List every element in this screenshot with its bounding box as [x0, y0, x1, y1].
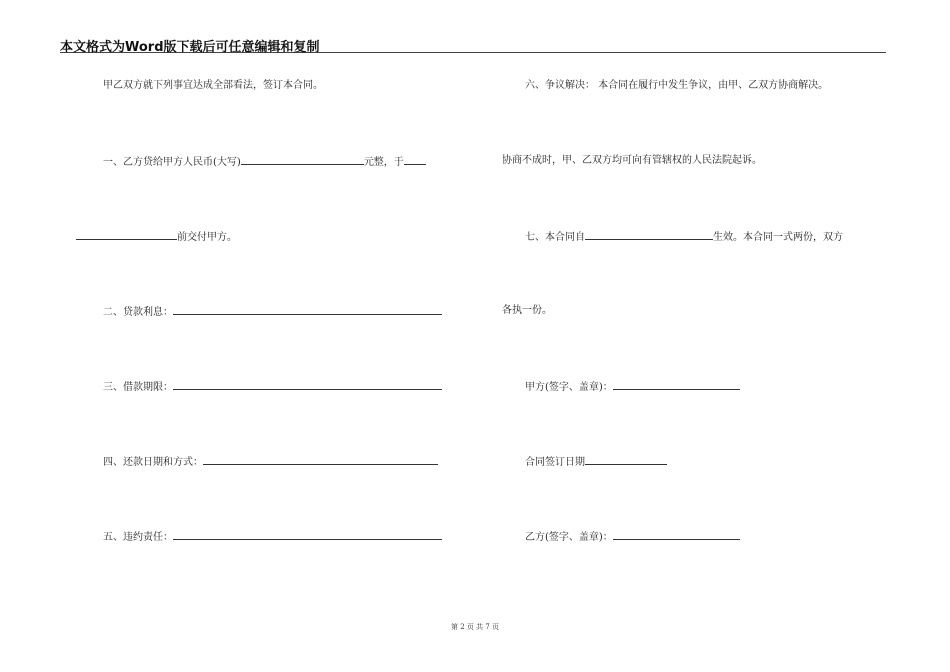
- item-7-line-2: [502, 304, 552, 318]
- item-3-label: 三、借款期限：: [103, 382, 173, 393]
- item-2-interest: [103, 304, 442, 320]
- party-b-blank: [613, 529, 740, 540]
- item-1-mid: 元整，于: [363, 157, 404, 168]
- party-a-signature: [525, 379, 740, 395]
- item-4-repayment: [103, 454, 438, 470]
- date-blank: [76, 229, 177, 240]
- party-a-blank: [613, 379, 740, 390]
- date-blank-start: [404, 154, 426, 165]
- item-3-term: [103, 379, 442, 395]
- interest-blank: [173, 304, 442, 315]
- item-6-text-1: 六、争议解决： 本合同在履行中发生争议，由甲、乙双方协商解决。: [525, 80, 829, 91]
- effective-date-blank: [585, 229, 713, 240]
- item-2-label: 二、贷款利息：: [103, 307, 173, 318]
- amount-blank: [241, 154, 364, 165]
- party-a-label: 甲方(签字、盖章)：: [525, 382, 613, 393]
- item-6-text-2: 协商不成时，甲、乙双方均可向有管辖权的人民法院起诉。: [502, 155, 762, 166]
- item-1-cont: 前交付甲方。: [177, 232, 237, 243]
- item-1-prefix: 一、乙方贷给甲方人民币(大写): [103, 157, 241, 168]
- sign-date-label: 合同签订日期: [525, 457, 585, 468]
- page-number: 第 2 页 共 7 页: [450, 623, 500, 631]
- sign-date-blank: [585, 454, 667, 465]
- item-7-prefix: 七、本合同自: [525, 232, 585, 243]
- item-6-line-2: [502, 154, 762, 168]
- item-5-liability: [103, 529, 442, 545]
- party-b-label: 乙方(签字、盖章)：: [525, 532, 613, 543]
- contract-intro: [103, 79, 323, 93]
- item-1-line-2: [76, 229, 237, 245]
- liability-blank: [173, 529, 442, 540]
- document-header: [60, 34, 886, 53]
- signing-date: [525, 454, 667, 470]
- item-7-text-2: 各执一份。: [502, 305, 552, 316]
- item-1-line-1: [103, 154, 426, 170]
- party-b-signature: [525, 529, 740, 545]
- intro-text: 甲乙双方就下列事宜达成全部看法，签订本合同。: [103, 80, 323, 91]
- item-5-label: 五、违约责任：: [103, 532, 173, 543]
- item-7-suffix: 生效。本合同一式两份，双方: [713, 232, 843, 243]
- repayment-blank: [203, 454, 438, 465]
- header-title: 本文格式为Word版下载后可任意编辑和复制: [60, 40, 320, 55]
- page-footer: [0, 622, 950, 632]
- item-6-line-1: [525, 79, 828, 93]
- term-blank: [173, 379, 442, 390]
- item-4-label: 四、还款日期和方式：: [103, 457, 203, 468]
- item-7-line-1: [525, 229, 843, 245]
